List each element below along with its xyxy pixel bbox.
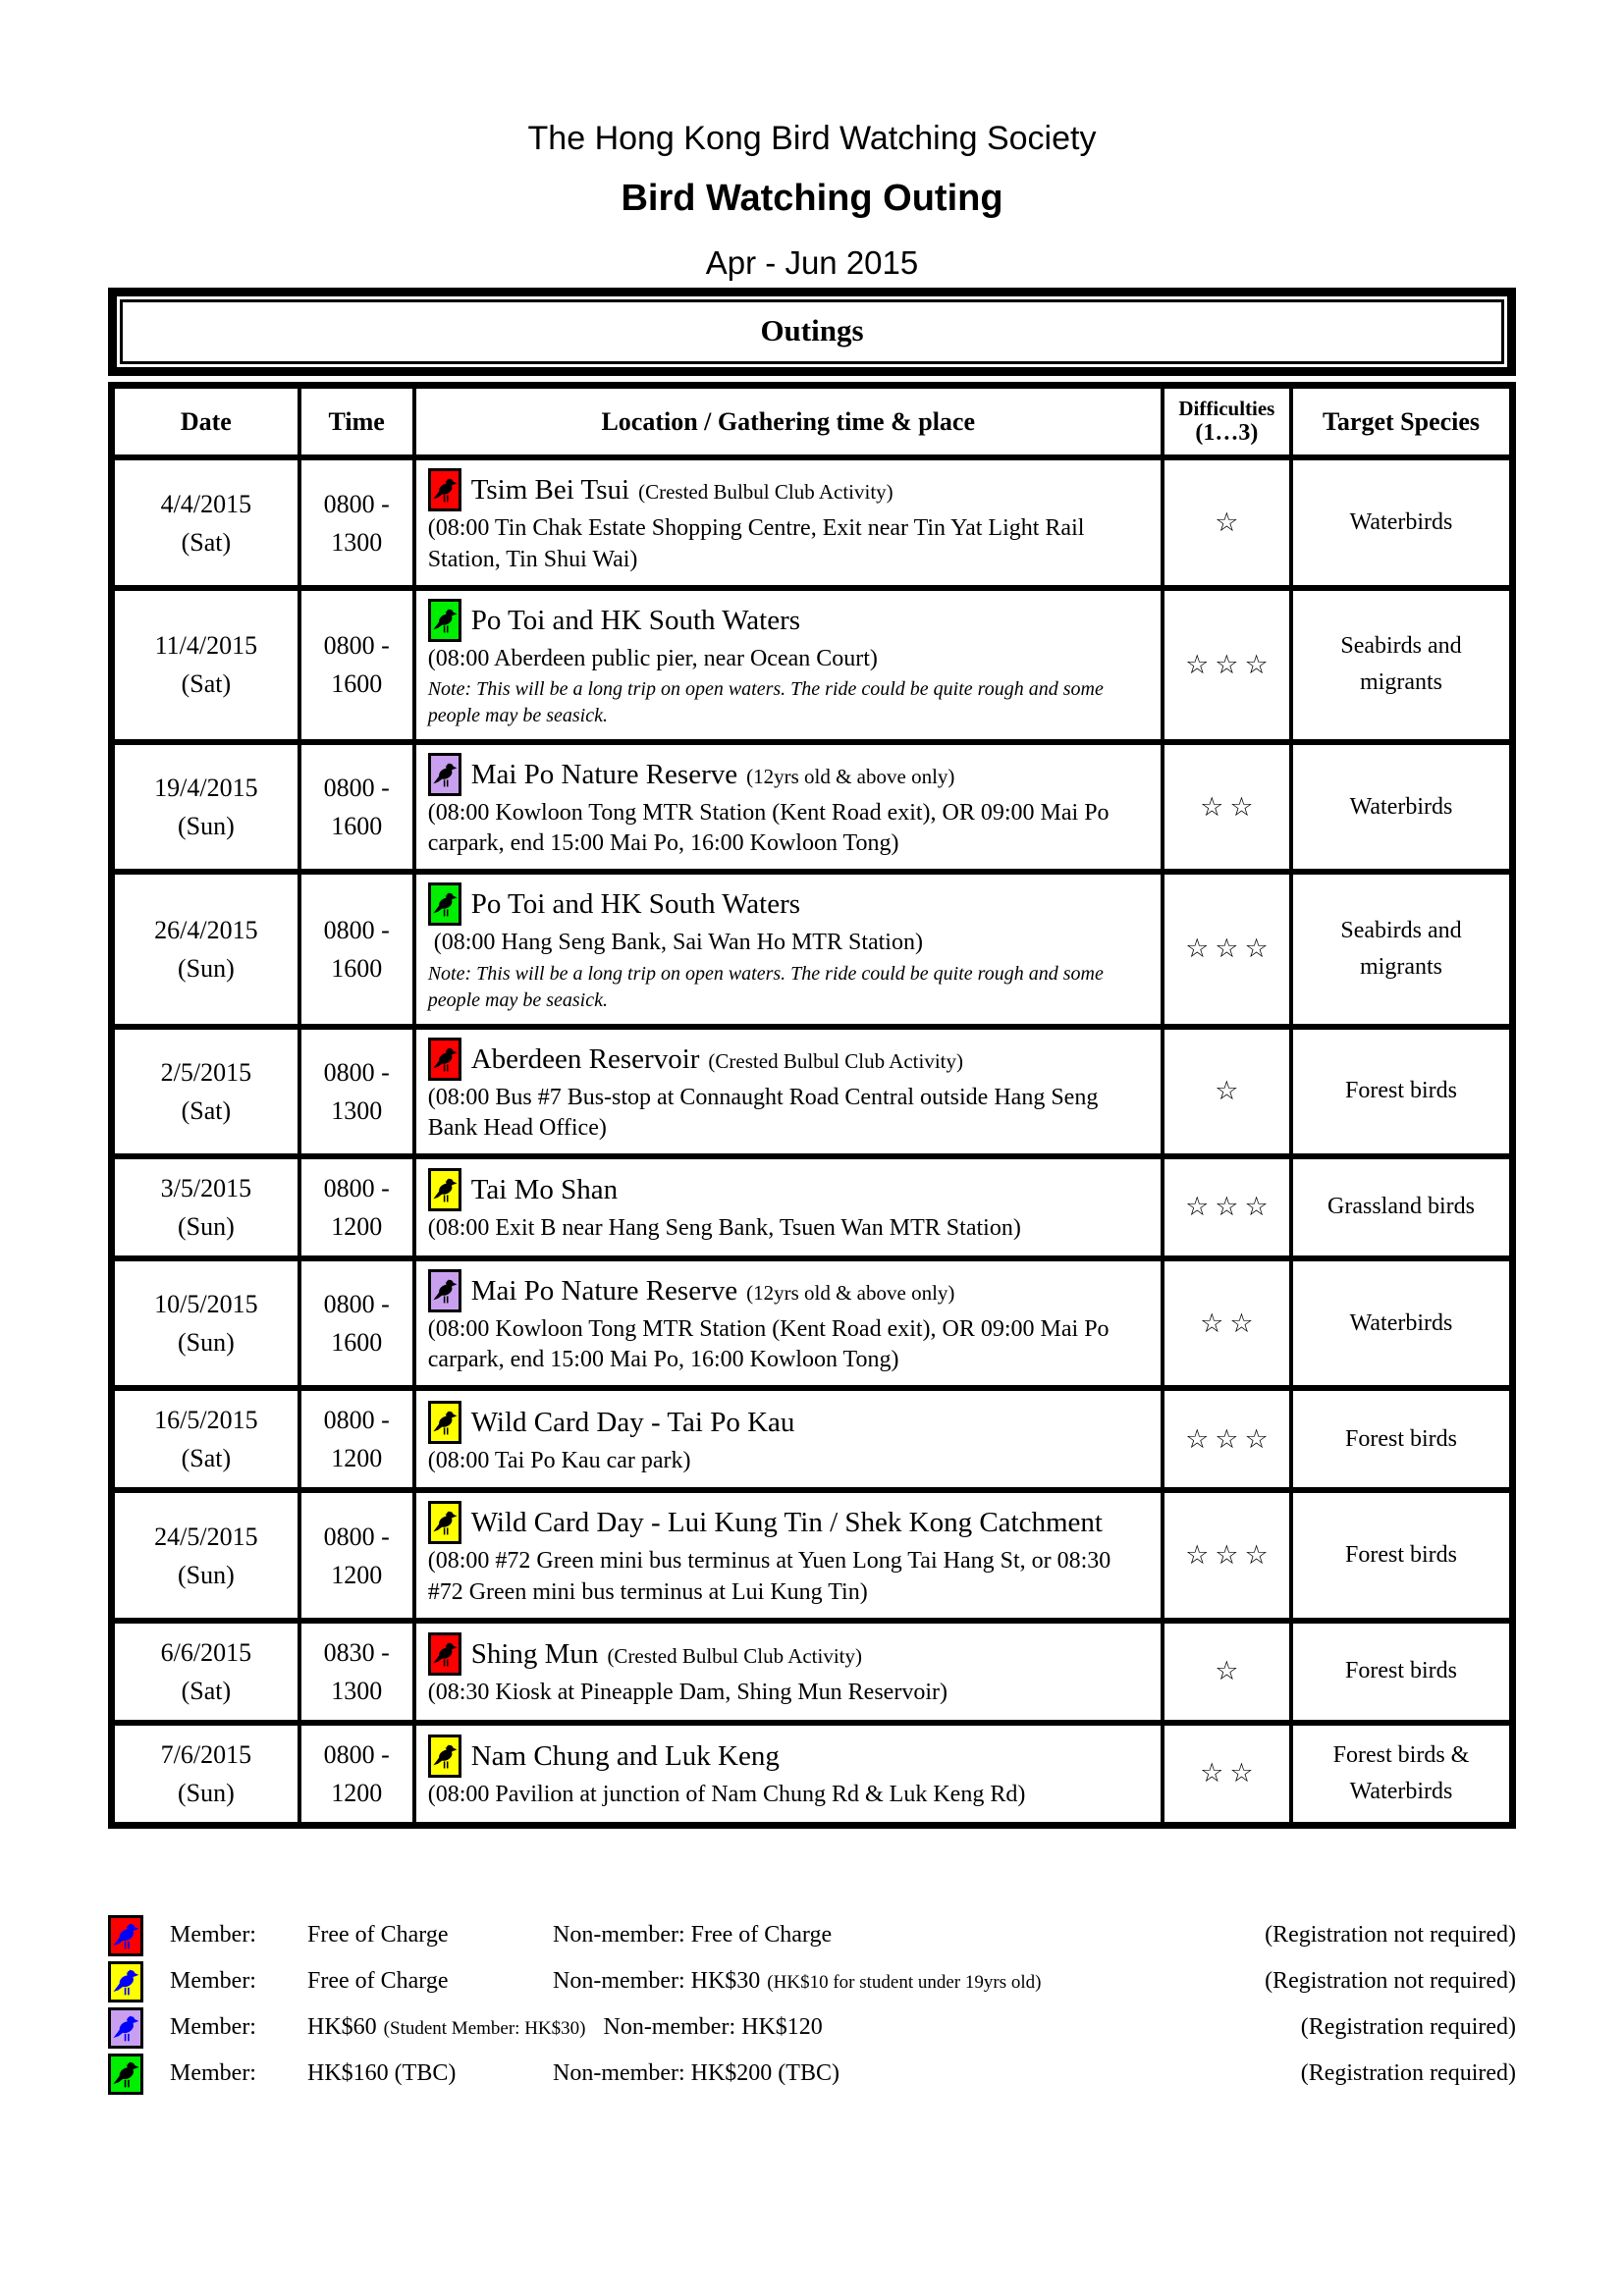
date-cell: [112, 1258, 299, 1388]
fee-legend: [108, 1915, 1516, 2095]
time-end: 1200: [331, 1211, 383, 1241]
bird-category-icon: [428, 599, 461, 642]
difficulty-stars: ☆☆☆: [1163, 1490, 1291, 1620]
registration-status: (Registration required): [1300, 2014, 1516, 2041]
date-cell: [112, 1723, 299, 1826]
time-start: 0800 -: [323, 1739, 390, 1769]
legend-item: [108, 1961, 1516, 2002]
time-start: 0800 -: [323, 1057, 390, 1087]
legend-item: [108, 2054, 1516, 2095]
date-value: 11/4/2015: [154, 631, 258, 661]
date-weekday: (Sun): [177, 1778, 235, 1807]
location-heading: [428, 882, 1149, 926]
table-row: [112, 588, 1513, 742]
table-row: [112, 872, 1513, 1026]
date-cell: [112, 1388, 299, 1490]
legend-item: [108, 1915, 1516, 1956]
location-title: Nam Chung and Luk Keng: [470, 1740, 780, 1773]
time-cell: [299, 1156, 414, 1258]
time-cell: [299, 457, 414, 587]
bird-category-icon: [428, 1168, 461, 1211]
organization-title: The Hong Kong Bird Watching Society: [527, 120, 1097, 157]
gathering-info: (08:00 Pavilion at junction of Nam Chung Rd & Luk Keng Rd): [427, 1782, 1026, 1808]
location-heading: [428, 1632, 1149, 1676]
location-cell: [414, 588, 1163, 742]
difficulty-stars: ☆☆: [1163, 1723, 1291, 1826]
date-value: 4/4/2015: [160, 489, 252, 518]
time-end: 1600: [331, 669, 383, 699]
outings-banner-label: Outings: [760, 312, 864, 347]
date-weekday: (Sat): [181, 1095, 232, 1125]
bird-category-icon: [428, 1401, 461, 1444]
location-title: Mai Po Nature Reserve: [470, 759, 738, 791]
location-heading: [428, 1501, 1149, 1544]
time-cell: [299, 588, 414, 742]
location-heading: [428, 1401, 1149, 1444]
column-header-location: Location / Gathering time & place: [414, 385, 1163, 457]
gathering-info: (08:00 Exit B near Hang Seng Bank, Tsuen Wan MTR Station): [427, 1215, 1021, 1242]
difficulty-stars: ☆☆☆: [1163, 588, 1291, 742]
target-species: Waterbirds: [1291, 1258, 1512, 1388]
trip-note: Note: This will be a long trip on open waters. The ride could be quite rough and some people may be seasick.: [427, 962, 1104, 1011]
bird-category-icon: [108, 1961, 143, 2002]
date-weekday: (Sat): [181, 1676, 232, 1705]
date-value: 7/6/2015: [160, 1739, 252, 1769]
target-species: Waterbirds: [1291, 742, 1512, 872]
nonmember-fee-note: (HK$10 for student under 19yrs old): [767, 1972, 1042, 1994]
time-end: 1600: [331, 1328, 383, 1358]
date-weekday: (Sun): [177, 1328, 235, 1358]
location-cell: [414, 1027, 1163, 1156]
date-cell: [112, 1156, 299, 1258]
bird-category-icon: [108, 1915, 143, 1956]
date-value: 24/5/2015: [154, 1522, 258, 1551]
time-start: 0800 -: [323, 774, 390, 803]
gathering-info: (08:30 Kiosk at Pineapple Dam, Shing Mun Reservoir): [427, 1680, 947, 1706]
difficulty-stars: ☆☆☆: [1163, 1156, 1291, 1258]
date-value: 3/5/2015: [160, 1173, 252, 1202]
location-heading: [428, 753, 1149, 796]
target-species: Forest birds: [1291, 1388, 1512, 1490]
time-cell: [299, 1388, 414, 1490]
location-title: Tsim Bei Tsui: [470, 474, 630, 507]
location-title-note: (12yrs old & above only): [746, 765, 955, 789]
gathering-info: (08:00 Hang Seng Bank, Sai Wan Ho MTR Station): [427, 930, 923, 956]
location-cell: [414, 1258, 1163, 1388]
date-value: 16/5/2015: [154, 1406, 258, 1435]
bird-category-icon: [428, 468, 461, 511]
location-title: Wild Card Day - Tai Po Kau: [470, 1406, 795, 1438]
member-fee: Free of Charge: [307, 1922, 449, 1949]
location-title-note: (Crested Bulbul Club Activity): [708, 1048, 963, 1073]
time-start: 0800 -: [323, 1290, 390, 1319]
difficulty-stars: ☆: [1163, 1621, 1291, 1723]
legend-item: [108, 2007, 1516, 2049]
trip-note: Note: This will be a long trip on open waters. The ride could be quite rough and some people may be seasick.: [427, 678, 1104, 727]
column-header-difficulties: Difficulties (1…3): [1163, 385, 1291, 457]
date-cell: [112, 588, 299, 742]
location-heading: [428, 468, 1149, 511]
target-species: Forest birds: [1291, 1490, 1512, 1620]
time-start: 0800 -: [323, 1173, 390, 1202]
location-cell: [414, 457, 1163, 587]
nonmember-fee: Non-member: HK$30: [553, 1968, 761, 1995]
outings-banner: [108, 288, 1516, 376]
bird-category-icon: [428, 753, 461, 796]
table-row: [112, 1621, 1513, 1723]
date-value: 6/6/2015: [160, 1637, 252, 1667]
time-cell: [299, 1258, 414, 1388]
time-end: 1300: [331, 1676, 383, 1705]
location-cell: [414, 872, 1163, 1026]
location-title: Mai Po Nature Reserve: [470, 1274, 738, 1307]
location-title: Po Toi and HK South Waters: [470, 604, 801, 636]
date-weekday: (Sat): [181, 527, 232, 557]
date-value: 10/5/2015: [154, 1290, 258, 1319]
time-end: 1300: [331, 527, 383, 557]
gathering-info: (08:00 Aberdeen public pier, near Ocean Court): [427, 645, 878, 671]
location-heading: [428, 1168, 1149, 1211]
target-species: Seabirds and migrants: [1291, 872, 1512, 1026]
location-title: Po Toi and HK South Waters: [470, 888, 801, 921]
date-value: 19/4/2015: [154, 774, 258, 803]
bird-category-icon: [428, 1632, 461, 1676]
location-cell: [414, 1490, 1163, 1620]
date-cell: [112, 872, 299, 1026]
location-heading: [428, 599, 1149, 642]
table-row: [112, 1156, 1513, 1258]
gathering-info: (08:00 #72 Green mini bus terminus at Yuen Long Tai Hang St, or 08:30 #72 Green mini bus terminus at Lui Kung Tin): [427, 1548, 1117, 1605]
date-cell: [112, 457, 299, 587]
bird-category-icon: [428, 1735, 461, 1778]
location-cell: [414, 1723, 1163, 1826]
time-cell: [299, 1621, 414, 1723]
location-cell: [414, 1156, 1163, 1258]
location-cell: [414, 742, 1163, 872]
member-label: Member:: [170, 2014, 256, 2041]
member-fee-note: (Student Member: HK$30): [383, 2018, 586, 2040]
location-title-note: (Crested Bulbul Club Activity): [638, 480, 893, 505]
registration-status: (Registration required): [1300, 2060, 1516, 2087]
location-title: Wild Card Day - Lui Kung Tin / Shek Kong Catchment: [470, 1507, 1103, 1539]
time-start: 0800 -: [323, 1522, 390, 1551]
gathering-info: (08:00 Bus #7 Bus-stop at Connaught Road Central outside Hang Seng Bank Head Office): [427, 1084, 1105, 1141]
location-heading: [428, 1735, 1149, 1778]
table-header-row: [112, 385, 1513, 457]
nonmember-fee: Non-member: HK$120: [603, 2014, 823, 2041]
document-header: [0, 0, 1624, 282]
location-title-note: (Crested Bulbul Club Activity): [607, 1644, 863, 1669]
time-end: 1600: [331, 953, 383, 983]
target-species: Grassland birds: [1291, 1156, 1512, 1258]
date-value: 26/4/2015: [154, 915, 258, 944]
column-header-date: Date: [112, 385, 299, 457]
gathering-info: (08:00 Kowloon Tong MTR Station (Kent Road exit), OR 09:00 Mai Po carpark, end 15:00 Mai Po, 16:00 Kowloon Tong): [427, 1315, 1115, 1373]
time-start: 0800 -: [323, 631, 390, 661]
difficulty-stars: ☆: [1163, 457, 1291, 587]
location-cell: [414, 1388, 1163, 1490]
date-cell: [112, 1490, 299, 1620]
difficulty-stars: ☆: [1163, 1027, 1291, 1156]
target-species: Forest birds: [1291, 1027, 1512, 1156]
bird-category-icon: [428, 1269, 461, 1312]
bird-category-icon: [108, 2054, 143, 2095]
member-label: Member:: [170, 2060, 256, 2087]
location-title: Aberdeen Reservoir: [470, 1042, 700, 1075]
member-fee: HK$160 (TBC): [307, 2060, 457, 2087]
location-cell: [414, 1621, 1163, 1723]
time-end: 1300: [331, 1095, 383, 1125]
time-cell: [299, 1490, 414, 1620]
location-title: Shing Mun: [470, 1638, 599, 1671]
member-fee: HK$60: [307, 2014, 377, 2041]
date-weekday: (Sun): [177, 1560, 235, 1589]
member-fee: Free of Charge: [307, 1968, 449, 1995]
period-subtitle: Apr - Jun 2015: [705, 243, 919, 281]
bird-category-icon: [108, 2007, 143, 2049]
table-row: [112, 1723, 1513, 1826]
time-end: 1200: [331, 1778, 383, 1807]
location-title-note: (12yrs old & above only): [746, 1280, 955, 1305]
date-weekday: (Sat): [181, 1444, 232, 1473]
date-value: 2/5/2015: [160, 1057, 252, 1087]
time-cell: [299, 872, 414, 1026]
date-cell: [112, 742, 299, 872]
table-row: [112, 1490, 1513, 1620]
bird-category-icon: [428, 1501, 461, 1544]
gathering-info: (08:00 Kowloon Tong MTR Station (Kent Road exit), OR 09:00 Mai Po carpark, end 15:00 Mai Po, 16:00 Kowloon Tong): [427, 800, 1115, 857]
column-header-time: Time: [299, 385, 414, 457]
table-row: [112, 1258, 1513, 1388]
time-end: 1600: [331, 812, 383, 841]
member-label: Member:: [170, 1922, 256, 1949]
location-heading: [428, 1038, 1149, 1081]
time-start: 0800 -: [323, 1406, 390, 1435]
date-cell: [112, 1621, 299, 1723]
difficulty-stars: ☆☆☆: [1163, 1388, 1291, 1490]
location-heading: [428, 1269, 1149, 1312]
target-species: Waterbirds: [1291, 457, 1512, 587]
outings-section: [108, 288, 1516, 1829]
nonmember-fee: Non-member: HK$200 (TBC): [553, 2060, 839, 2087]
nonmember-fee: Non-member: Free of Charge: [553, 1922, 833, 1949]
table-row: [112, 1388, 1513, 1490]
time-end: 1200: [331, 1444, 383, 1473]
outings-table: [108, 382, 1516, 1829]
target-species: Seabirds and migrants: [1291, 588, 1512, 742]
date-cell: [112, 1027, 299, 1156]
time-cell: [299, 1027, 414, 1156]
date-weekday: (Sun): [177, 953, 235, 983]
page-title: Bird Watching Outing: [621, 178, 1003, 220]
gathering-info: (08:00 Tin Chak Estate Shopping Centre, Exit near Tin Yat Light Rail Station, Tin Shui Wai): [427, 515, 1091, 572]
difficulty-stars: ☆☆: [1163, 742, 1291, 872]
time-start: 0800 -: [323, 915, 390, 944]
target-species: Forest birds & Waterbirds: [1291, 1723, 1512, 1826]
table-row: [112, 742, 1513, 872]
bird-category-icon: [428, 1038, 461, 1081]
date-weekday: (Sat): [181, 669, 232, 699]
time-start: 0830 -: [323, 1637, 390, 1667]
member-label: Member:: [170, 1968, 256, 1995]
registration-status: (Registration not required): [1265, 1968, 1516, 1995]
time-end: 1200: [331, 1560, 383, 1589]
time-start: 0800 -: [323, 489, 390, 518]
bird-category-icon: [428, 882, 461, 926]
target-species: Forest birds: [1291, 1621, 1512, 1723]
registration-status: (Registration not required): [1265, 1922, 1516, 1949]
time-cell: [299, 742, 414, 872]
table-row: [112, 457, 1513, 587]
date-weekday: (Sun): [177, 1211, 235, 1241]
time-cell: [299, 1723, 414, 1826]
table-row: [112, 1027, 1513, 1156]
location-title: Tai Mo Shan: [470, 1174, 619, 1206]
date-weekday: (Sun): [177, 812, 235, 841]
difficulty-stars: ☆☆: [1163, 1258, 1291, 1388]
column-header-target-species: Target Species: [1291, 385, 1512, 457]
gathering-info: (08:00 Tai Po Kau car park): [427, 1447, 691, 1473]
difficulty-stars: ☆☆☆: [1163, 872, 1291, 1026]
